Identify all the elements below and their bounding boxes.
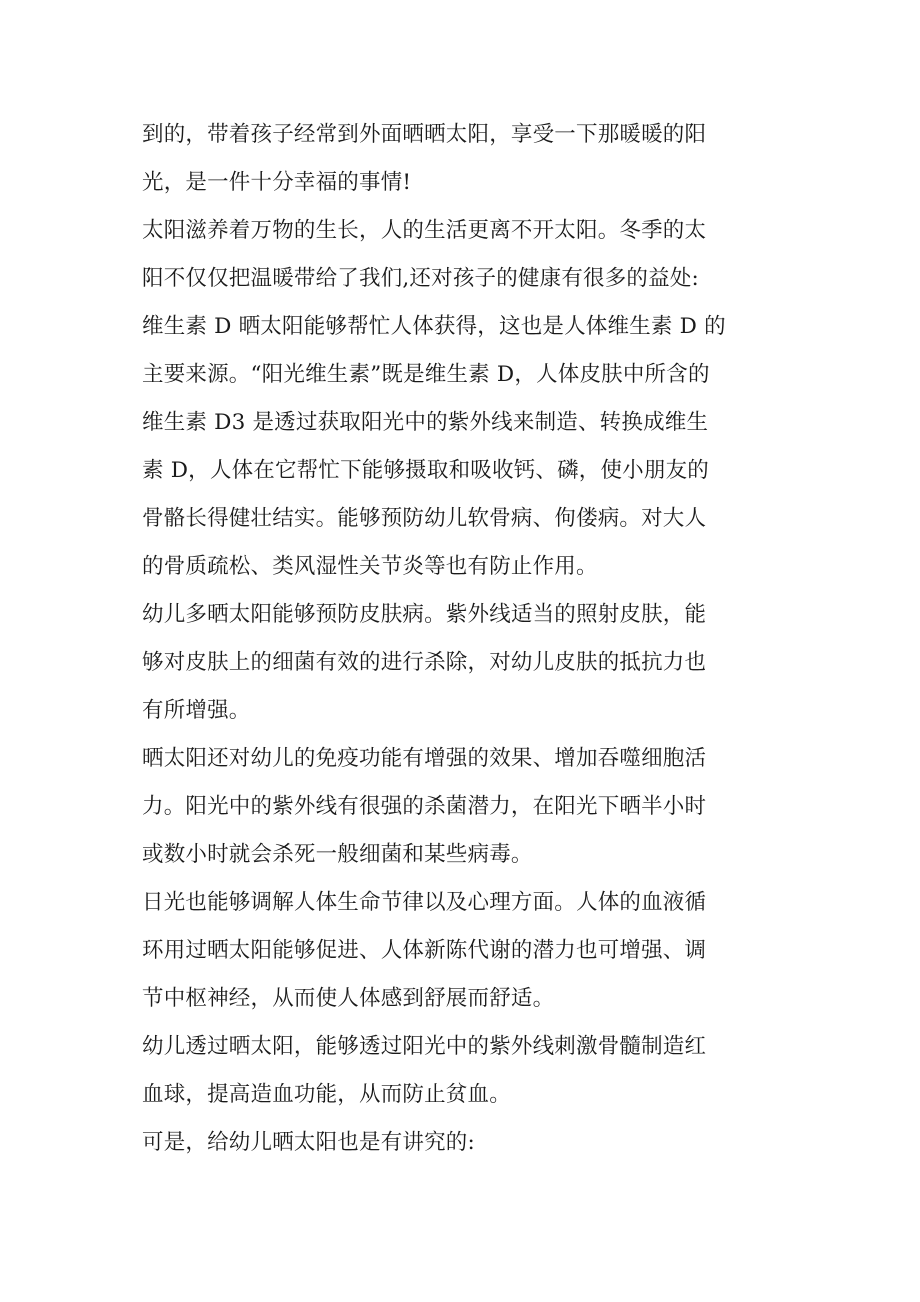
text-line: 阳不仅仅把温暖带给了我们,还对孩子的健康有很多的益处: [142,266,699,291]
text-line: 主要来源。“阳光维生素”既是维生素 D，人体皮肤中所含的 [142,362,710,387]
text-line: 够对皮肤上的细菌有效的进行杀除，对幼儿皮肤的抵抗力也 [142,650,707,675]
document-body [142,111,782,1167]
text-line: 骨骼长得健壮结实。能够预防幼儿软骨病、佝偻病。对大人 [142,506,707,531]
text-line: 到的，带着孩子经常到外面晒晒太阳，享受一下那暖暖的阳 [142,122,707,147]
text-line: 可是，给幼儿晒太阳也是有讲究的: [142,1130,475,1155]
text-line: 素 D，人体在它帮忙下能够摄取和吸收钙、磷，使小朋友的 [142,458,709,483]
text-line: 节中枢神经，从而使人体感到舒展而舒适。 [142,986,555,1011]
text-line: 有所增强。 [142,698,251,723]
paragraph-7 [142,1119,782,1167]
paragraph-5 [142,879,782,1023]
paragraph-6 [142,1023,782,1119]
text-line: 的骨质疏松、类风湿性关节炎等也有防止作用。 [142,554,598,579]
text-line: 光，是一件十分幸福的事情! [142,170,412,195]
text-line: 幼儿透过晒太阳，能够透过阳光中的紫外线刺激骨髓制造红 [142,1034,707,1059]
text-line: 环用过晒太阳能够促进、人体新陈代谢的潜力也可增强、调 [142,938,707,963]
paragraph-1 [142,111,782,207]
text-line: 维生素 D3 是透过获取阳光中的紫外线来制造、转换成维生 [142,410,709,435]
text-line: 血球，提高造血功能，从而防止贫血。 [142,1082,511,1107]
text-line: 幼儿多晒太阳能够预防皮肤病。紫外线适当的照射皮肤，能 [142,602,707,627]
paragraph-2 [142,207,782,591]
text-line: 或数小时就会杀死一般细菌和某些病毒。 [142,842,533,867]
text-line: 日光也能够调解人体生命节律以及心理方面。人体的血液循 [142,890,707,915]
paragraph-3 [142,591,782,735]
paragraph-4 [142,735,782,879]
text-line: 太阳滋养着万物的生长，人的生活更离不开太阳。冬季的太 [142,218,707,243]
text-line: 力。阳光中的紫外线有很强的杀菌潜力，在阳光下晒半小时 [142,794,707,819]
text-line: 维生素 D 晒太阳能够帮忙人体获得，这也是人体维生素 D 的 [142,314,726,339]
text-line: 晒太阳还对幼儿的免疫功能有增强的效果、增加吞噬细胞活 [142,746,707,771]
